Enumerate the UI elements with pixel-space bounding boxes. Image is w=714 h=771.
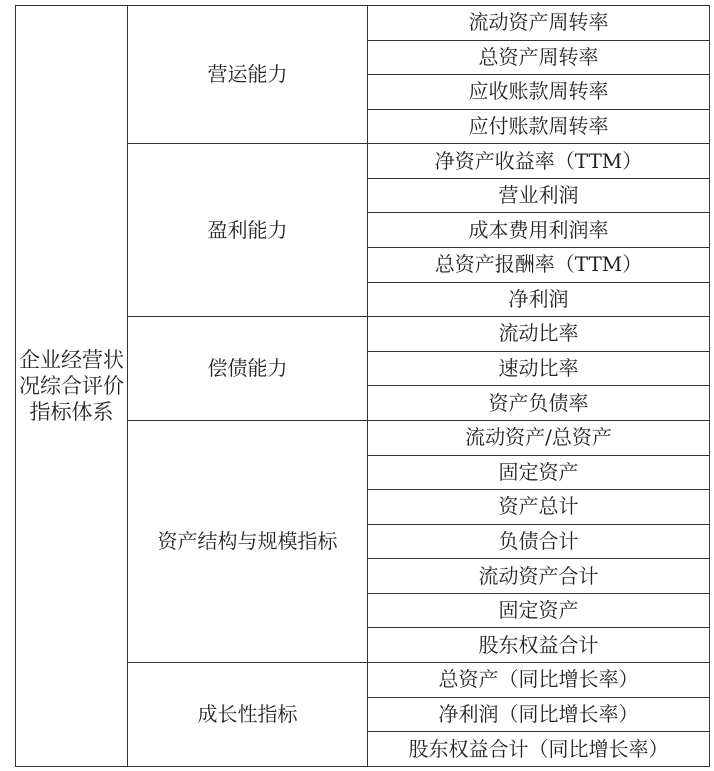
indicator-cell: 总资产（同比增长率）	[368, 662, 710, 697]
indicator-cell: 净利润（同比增长率）	[368, 697, 710, 732]
indicator-cell: 流动资产周转率	[368, 6, 710, 41]
indicator-cell: 股东权益合计（同比增长率）	[368, 732, 710, 767]
category-cell: 盈利能力	[128, 144, 368, 317]
category-cell: 资产结构与规模指标	[128, 420, 368, 662]
indicator-cell: 资产总计	[368, 490, 710, 525]
indicator-cell: 总资产周转率	[368, 40, 710, 75]
indicator-cell: 应付账款周转率	[368, 109, 710, 144]
root-category-line: 企业经营状	[19, 347, 124, 372]
indicator-cell: 净利润	[368, 282, 710, 317]
indicator-cell: 固定资产	[368, 455, 710, 490]
root-category-line: 指标体系	[29, 400, 114, 425]
indicator-cell: 负债合计	[368, 524, 710, 559]
indicator-cell: 成本费用利润率	[368, 213, 710, 248]
indicator-cell: 股东权益合计	[368, 628, 710, 663]
indicator-cell: 净资产收益率（TTM）	[368, 144, 710, 179]
indicator-cell: 资产负债率	[368, 386, 710, 421]
category-cell: 偿债能力	[128, 317, 368, 421]
indicator-cell: 营业利润	[368, 178, 710, 213]
indicator-cell: 速动比率	[368, 351, 710, 386]
indicator-cell: 应收账款周转率	[368, 75, 710, 110]
root-category-cell	[16, 6, 128, 767]
root-category-line: 况综合评价	[19, 373, 124, 398]
category-cell: 营运能力	[128, 6, 368, 144]
indicator-cell: 流动比率	[368, 317, 710, 352]
indicator-cell: 总资产报酬率（TTM）	[368, 248, 710, 283]
indicator-cell: 流动资产合计	[368, 559, 710, 594]
indicator-cell: 流动资产/总资产	[368, 420, 710, 455]
table-row	[16, 6, 710, 41]
indicator-table	[15, 5, 710, 767]
category-cell: 成长性指标	[128, 662, 368, 766]
indicator-cell: 固定资产	[368, 593, 710, 628]
